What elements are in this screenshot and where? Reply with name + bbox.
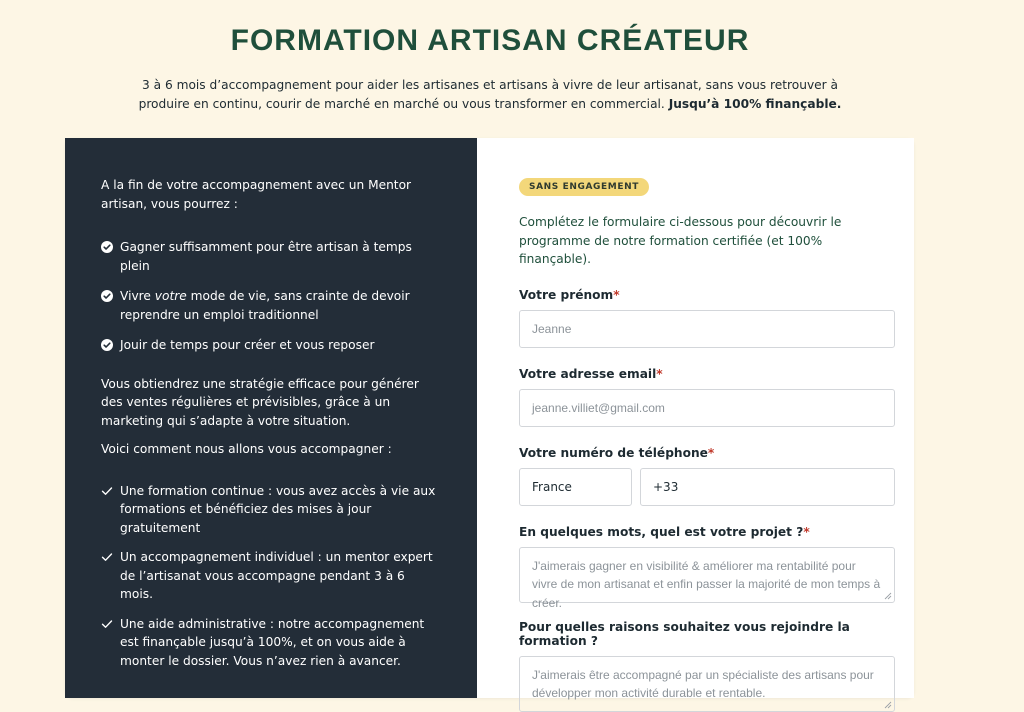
email-input[interactable]: jeanne.villiet@gmail.com [519,389,895,427]
reasons-textarea[interactable] [519,656,895,712]
intro-financing-highlight: Jusqu’à 100% finançable. [668,97,842,111]
project-label-text: En quelques mots, quel est votre projet ? [519,524,804,539]
phone-label [519,446,896,460]
signup-card [65,138,914,698]
check-circle-icon [101,238,120,259]
support-item [101,548,441,604]
support-text: Un accompagnement individuel : un mentor expert de l’artisanat vous accompagne pendant 3 à 6 mois. [120,550,433,601]
resize-grip-icon[interactable] [884,592,892,600]
checkmark-icon [101,548,120,569]
required-asterisk: * [707,445,715,460]
strategy-text: Vous obtiendrez une stratégie efficace pour générer des ventes régulières et prévisibles, grâce à un marketing qui s’adapte à votre situation. [101,376,419,428]
reasons-label: Pour quelles raisons souhaitez vous rejoindre la formation ? [519,619,850,648]
check-circle-icon [101,287,120,308]
checkmark-icon [101,482,120,503]
benefit-text-start: Vivre [120,289,155,303]
benefit-text: Gagner suffisamment pour être artisan à temps plein [120,240,412,273]
reasons-placeholder: J'aimerais être accompagné par un spécialiste des artisans pour développer mon activité durable et rentable. [532,667,874,700]
support-text: Une aide administrative : notre accompagnement est finançable jusqu’à 100%, et on vous aide à monter le dossier. Vous n’avez rien à avancer. [120,616,425,668]
resize-grip-icon[interactable] [884,701,892,709]
phone-input[interactable]: +33 [640,468,895,506]
intro-text [120,76,860,114]
no-commitment-badge: SANS ENGAGEMENT [519,178,649,196]
support-text: Une formation continue : vous avez accès à vie aux formations et bénéficiez des mises à jour gratuitement [120,483,436,535]
benefits-list [101,238,441,357]
email-label [519,367,896,381]
benefits-lead: A la fin de votre accompagnement avec un Mentor artisan, vous pourrez : [101,178,412,211]
support-item [101,482,441,538]
check-circle-icon [101,336,120,357]
required-asterisk: * [656,366,663,381]
project-label [519,525,896,539]
form-helper-text: Complétez le formulaire ci-dessous pour découvrir le programme de notre formation certifiée (et 100% finançable). [519,215,842,266]
support-item [101,615,441,671]
benefit-item [101,336,441,357]
support-list [101,482,441,671]
project-placeholder: J'aimerais gagner en visibilité & améliorer ma rentabilité pour vivre de mon artisanat et enfin passer la majorité de mon temps à créer. [532,558,881,610]
first-name-input[interactable]: Jeanne [519,310,895,348]
required-asterisk: * [803,524,810,539]
phone-row [519,468,895,506]
benefit-text-emphasis: votre [154,289,187,303]
benefit-text-end: mode de vie, sans crainte de devoir reprendre un emploi traditionnel [120,289,410,322]
benefit-item [101,238,441,275]
page-title: FORMATION ARTISAN CRÉATEUR [230,24,750,57]
signup-form [477,138,914,698]
intro-description: 3 à 6 mois d’accompagnement pour aider les artisanes et artisans à vivre de leur artisanat, sans vous retrouver à produire en continu, courir de marché en marché ou vous transformer en commercial. [138,78,839,111]
country-select[interactable]: France [519,468,632,506]
required-asterisk: * [613,287,620,302]
first-name-label [519,288,896,302]
email-label-text: Votre adresse email [519,366,657,381]
benefits-panel [65,138,477,698]
benefit-text [120,287,441,324]
first-name-label-text: Votre prénom [519,287,614,302]
checkmark-icon [101,615,120,636]
benefit-text: Jouir de temps pour créer et vous reposer [120,338,375,352]
benefit-item [101,287,441,324]
project-textarea[interactable] [519,547,895,610]
phone-label-text: Votre numéro de téléphone [519,445,708,460]
support-heading: Voici comment nous allons vous accompagner : [101,442,392,456]
